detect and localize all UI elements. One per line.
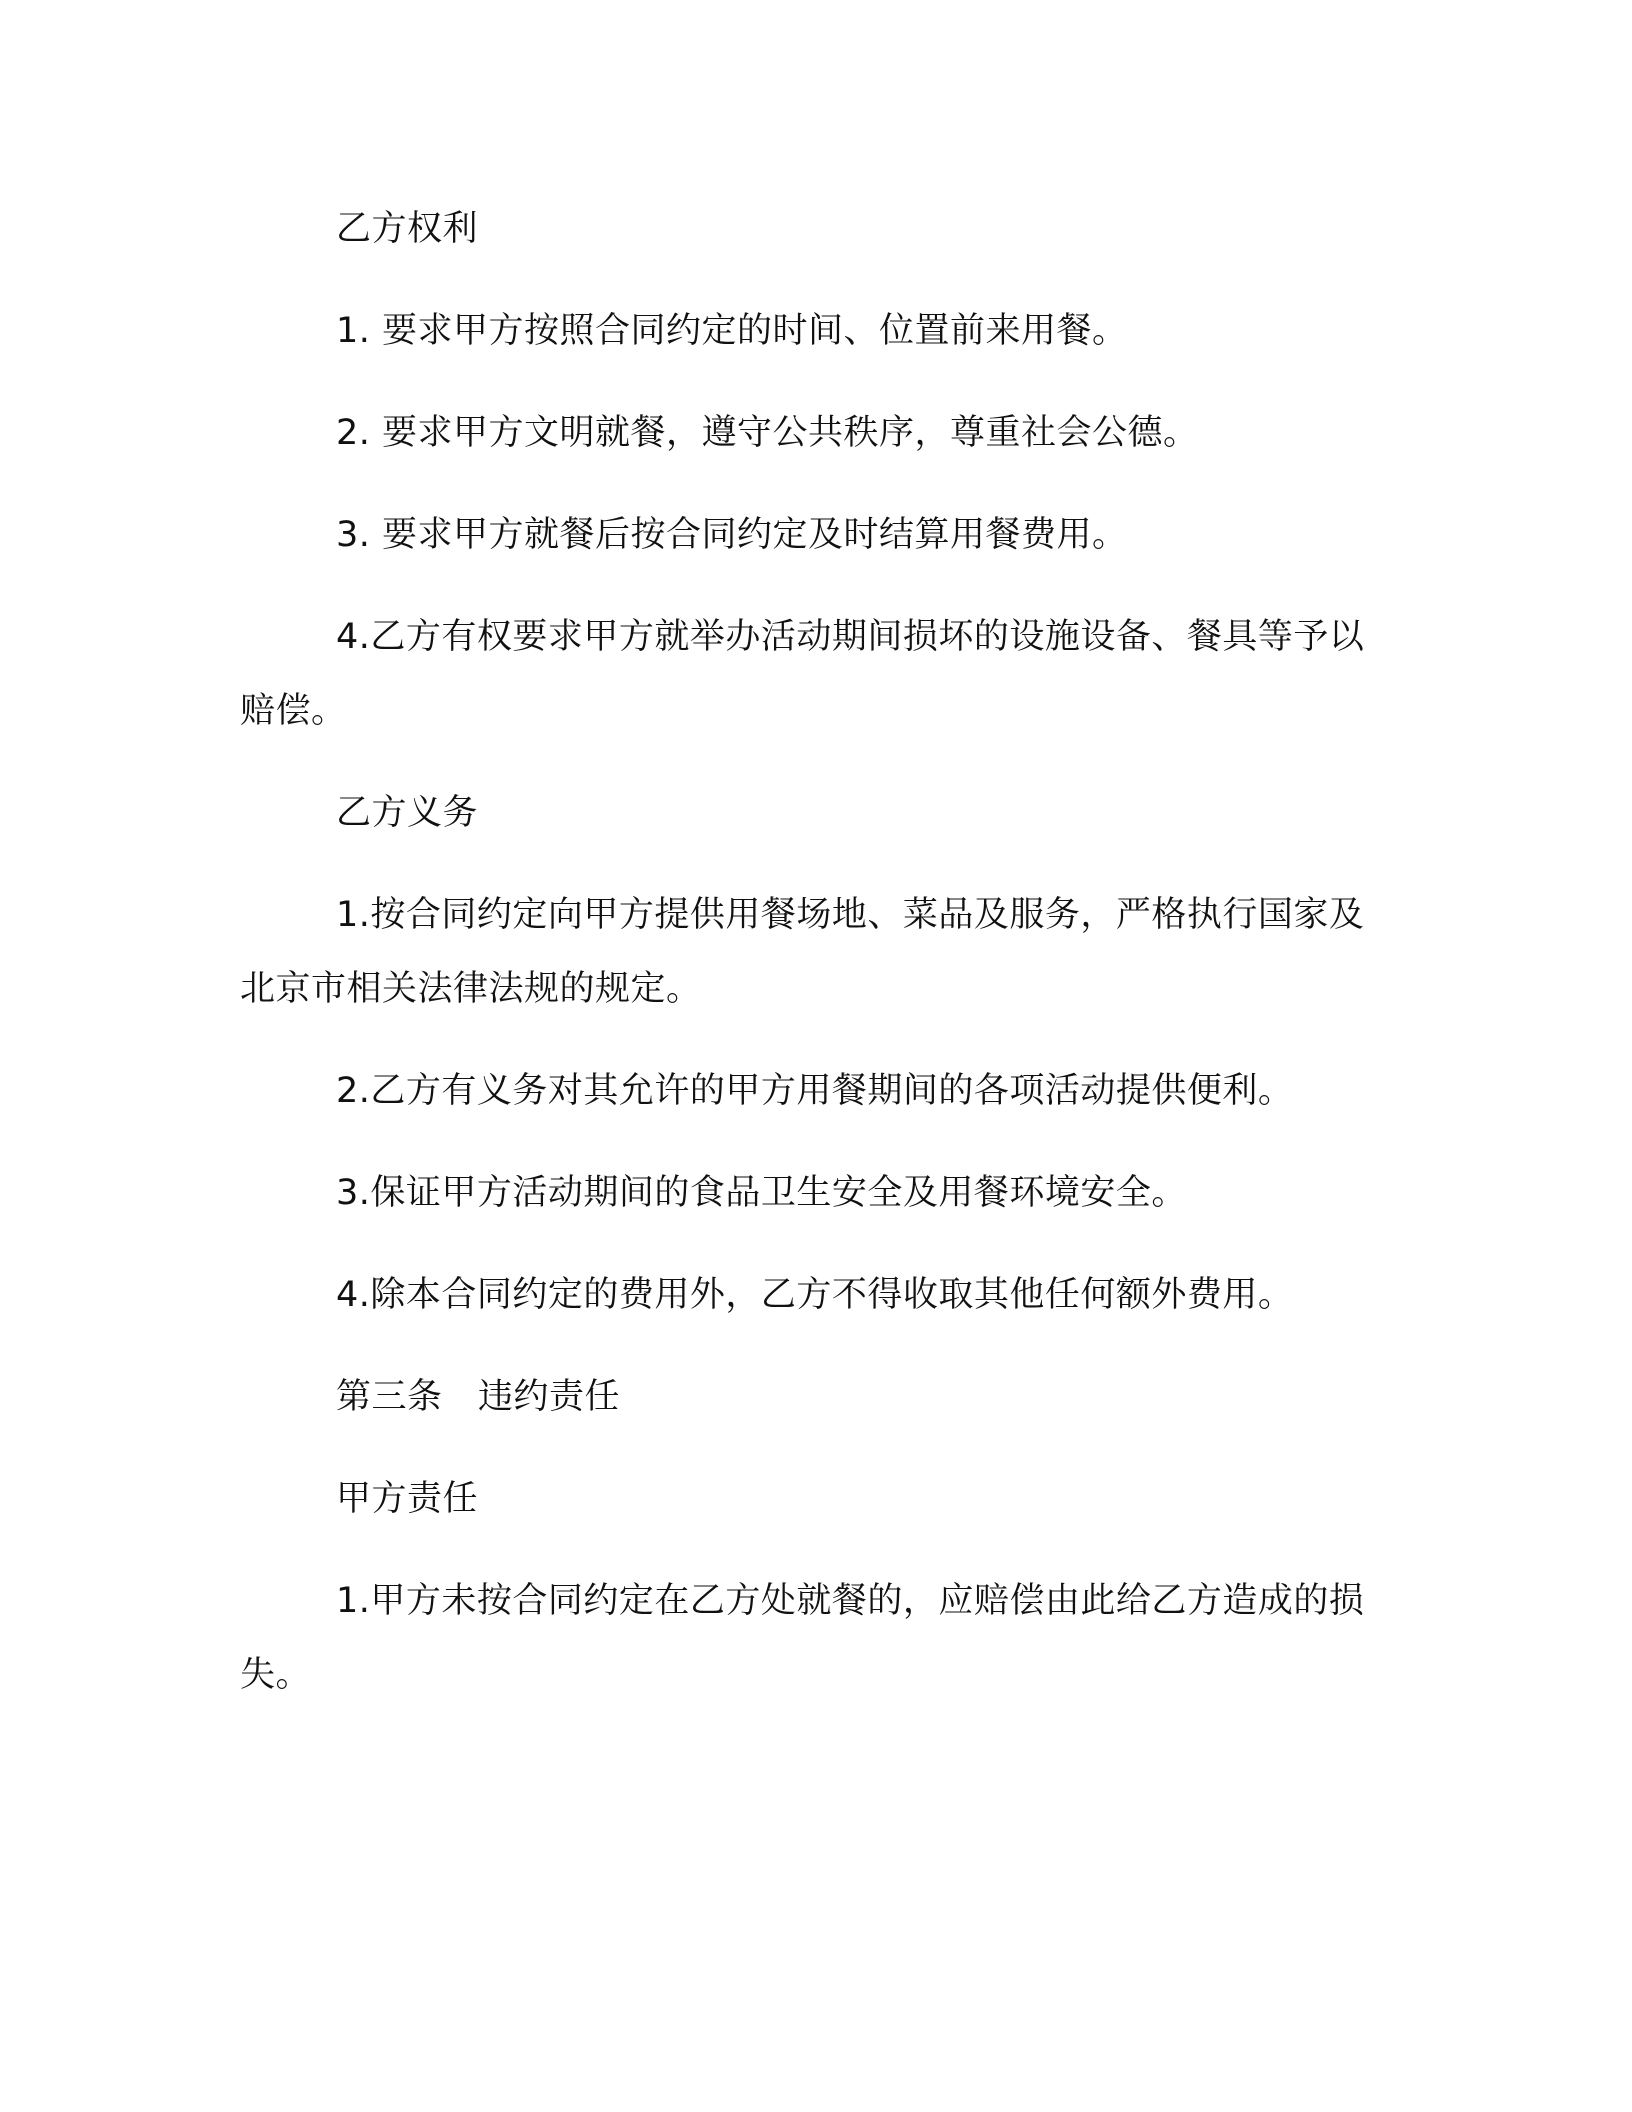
section-heading-party-a-liability: 甲方责任	[336, 1479, 479, 1519]
paragraph: 2.乙方有义务对其允许的甲方用餐期间的各项活动提供便利。	[336, 1071, 1294, 1111]
section-heading-party-b-obligations: 乙方义务	[336, 793, 479, 833]
paragraph: 4.乙方有权要求甲方就举办活动期间损坏的设施设备、餐具等予以赔偿。	[240, 617, 1365, 731]
paragraph: 3.保证甲方活动期间的食品卫生安全及用餐环境安全。	[336, 1173, 1187, 1213]
paragraph: 1.甲方未按合同约定在乙方处就餐的，应赔偿由此给乙方造成的损失。	[240, 1581, 1365, 1695]
document-body	[240, 192, 1370, 1740]
article-heading-breach-liability: 第三条 违约责任	[336, 1377, 621, 1417]
paragraph: 2. 要求甲方文明就餐，遵守公共秩序，尊重社会公德。	[336, 413, 1199, 453]
paragraph: 3. 要求甲方就餐后按合同约定及时结算用餐费用。	[336, 515, 1128, 555]
paragraph: 1.按合同约定向甲方提供用餐场地、菜品及服务，严格执行国家及北京市相关法律法规的规定。	[240, 895, 1365, 1009]
section-heading-party-b-rights: 乙方权利	[336, 209, 479, 249]
paragraph: 4.除本合同约定的费用外，乙方不得收取其他任何额外费用。	[336, 1275, 1294, 1315]
paragraph: 1. 要求甲方按照合同约定的时间、位置前来用餐。	[336, 311, 1128, 351]
